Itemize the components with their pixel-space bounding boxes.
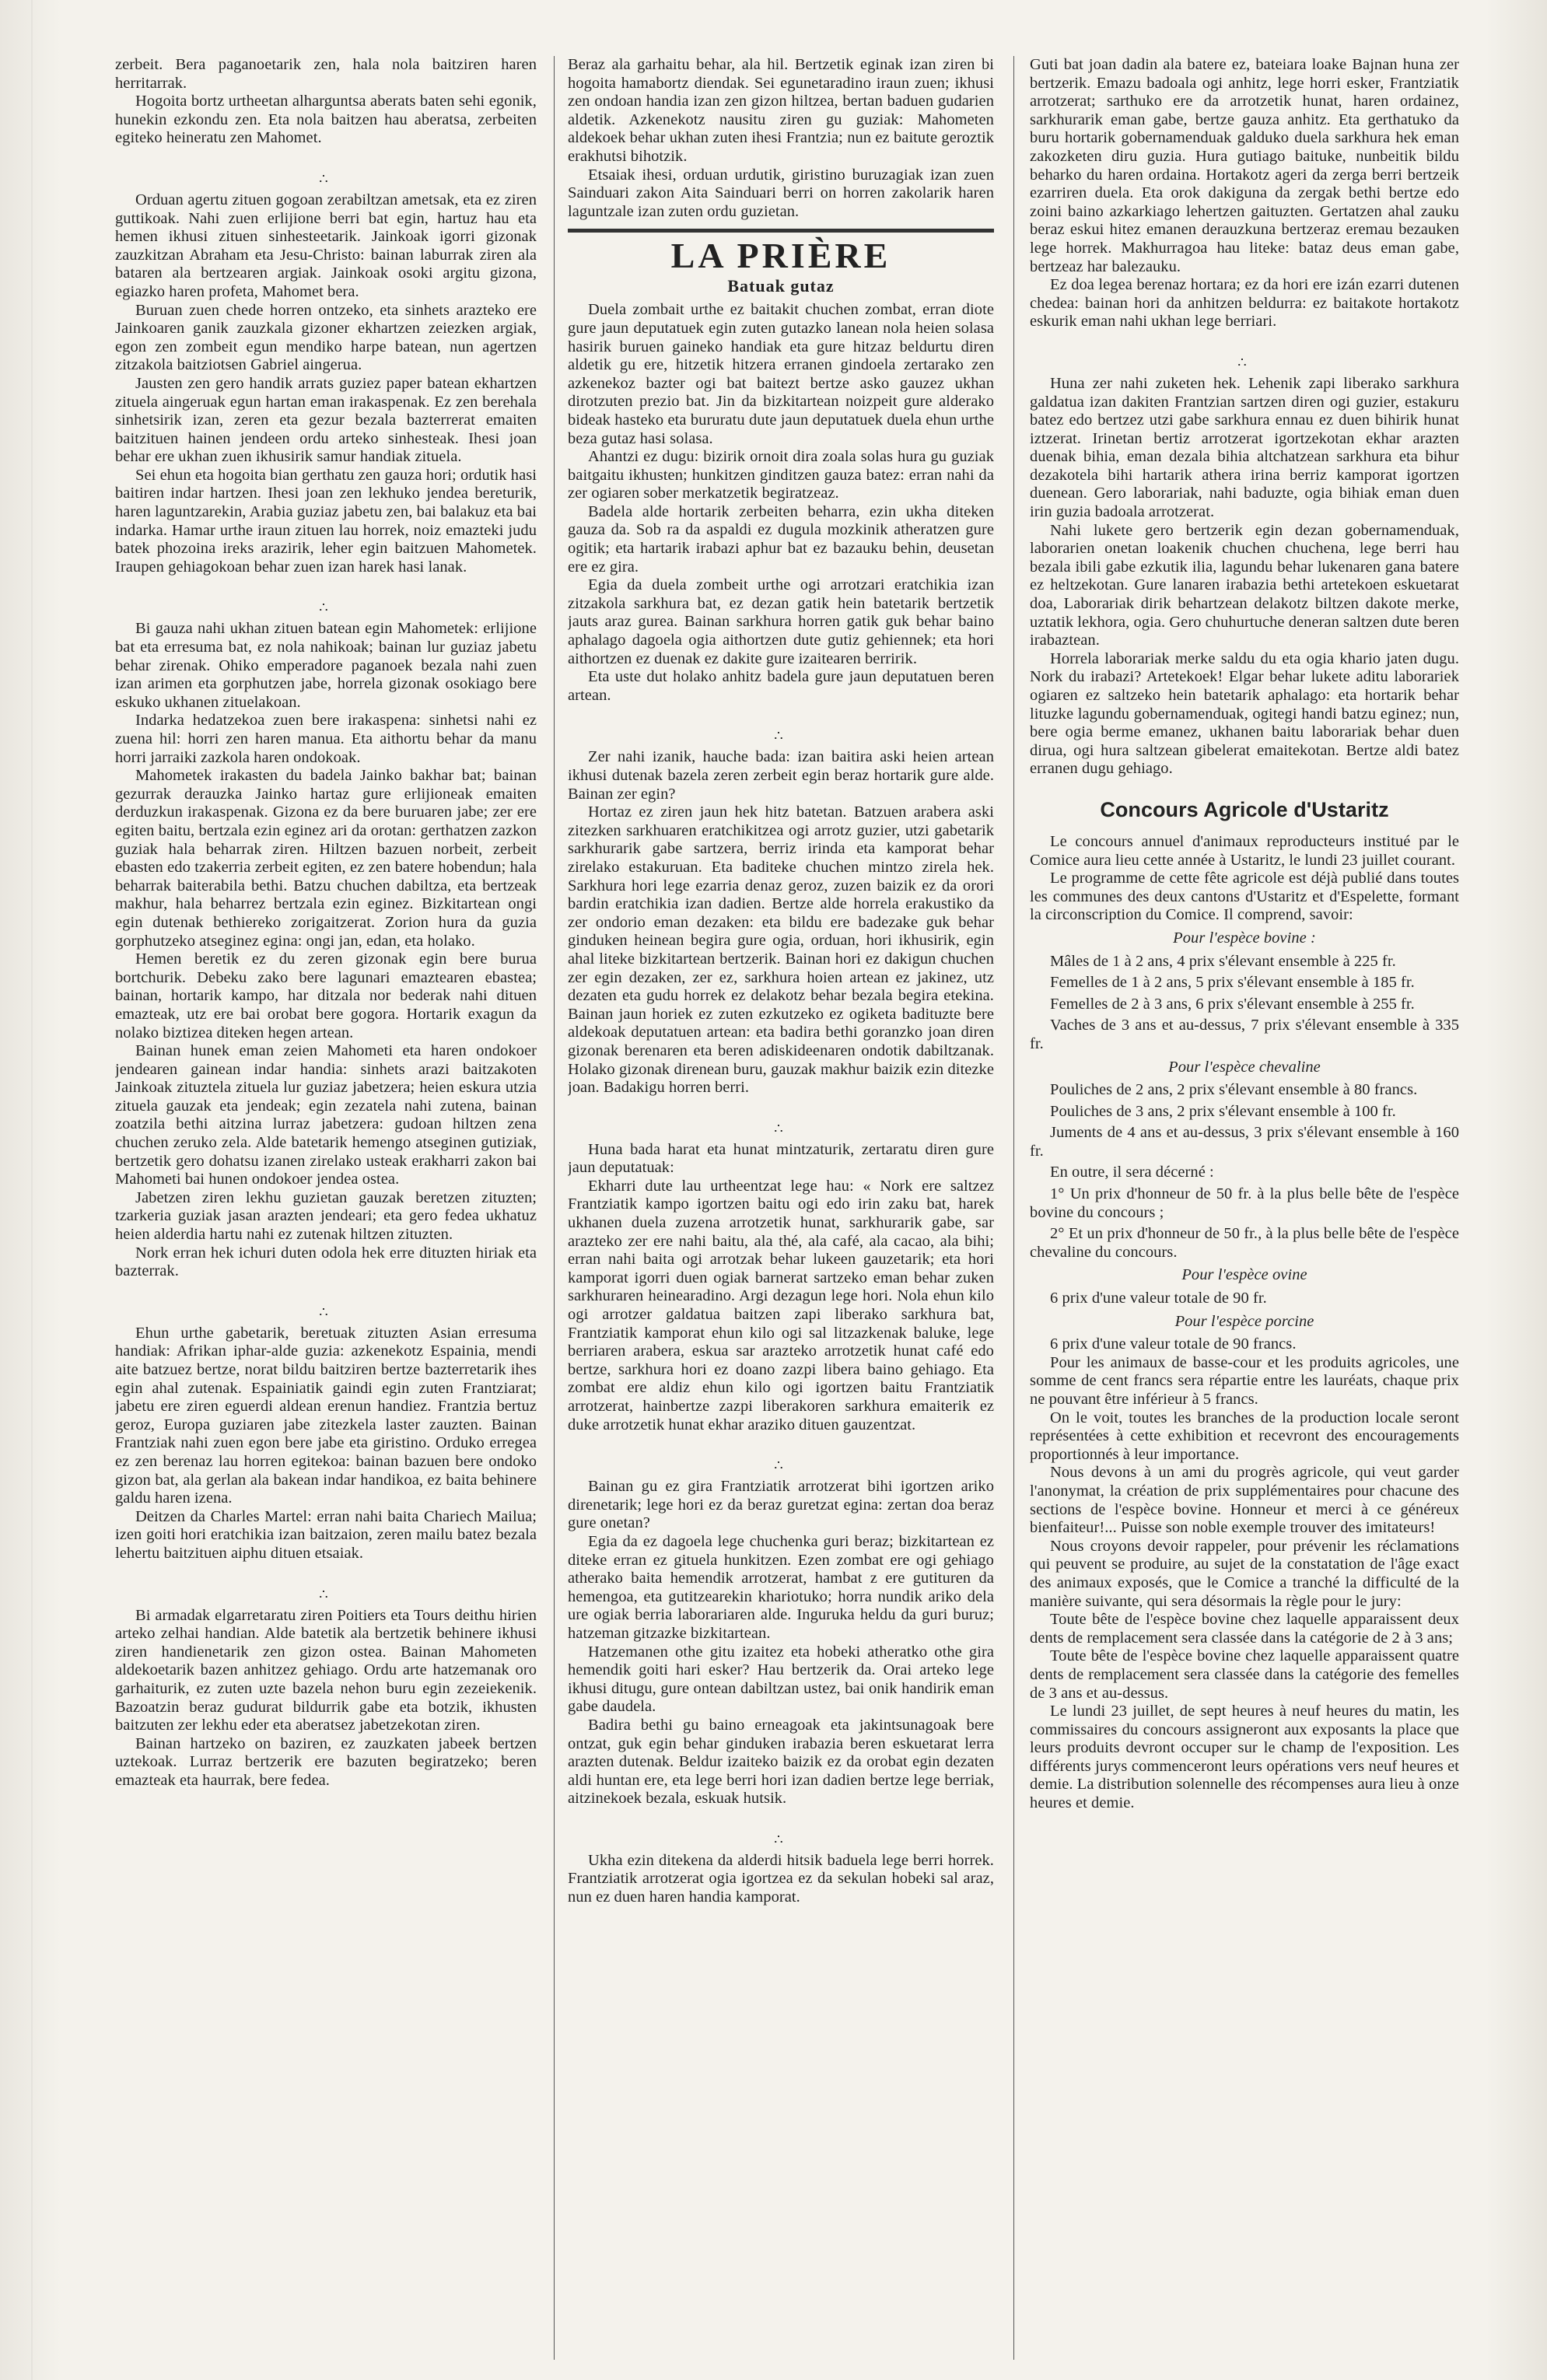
- column-rule: [554, 56, 555, 2360]
- chevaline-prize-line: Pouliches de 3 ans, 2 prix s'élevant ensemble à 100 fr.: [1050, 1102, 1396, 1120]
- article-paragraph: Toute bête de l'espèce bovine chez laquelle apparaissent quatre dents de remplacement sera classée dans la catégorie des femelles de 3 ans et au-dessus.: [1030, 1647, 1459, 1702]
- page-edge-shadow: [31, 0, 33, 2380]
- article-paragraph: Indarka hedatzekoa zuen bere irakaspena: sinhetsi nahi ez zuena hil: horri zen haren manua. Eta aithortu behar da manu horri jarraiki zazkola haren ondokoak.: [115, 712, 537, 766]
- ovine-heading: Pour l'espèce ovine: [1181, 1266, 1307, 1284]
- article-paragraph: Egia da ez dagoela lege chuchenka guri beraz; bizkitartean ez diteke erran ez gituela hunkitzen. Ezen zombat ere ogi gehiago atherako baita hemendik arrotzerat, hambat z ere gutituren da hemengoa, eta gutitzearekin khariotuko; horra nundik ariko dela ure ogiak berria laborariaren alde. Inguruka heldu da guri buruz; hatzeman gitzazke bizkitartean.: [568, 1532, 994, 1642]
- article-paragraph: Le programme de cette fête agricole est déjà publié dans toutes les communes des deux cantons d'Ustaritz et d'Espelette, formant la circonscription du Comice. Il comprend, savoir:: [1030, 870, 1459, 924]
- column-1: [115, 56, 537, 2358]
- chevaline-prizes: [1030, 1081, 1459, 1262]
- section-separator-icon: ∴: [1237, 354, 1251, 370]
- article-paragraph: Bi gauza nahi ukhan zituen batean egin Mahometek: erlijione bat eta erresuma bat, ez nola nahikoak; bainan lur guziaz jabetu behar zirenak. Ohiko emperadore paganoek bezala nahi zuen izan arimen eta gorphutzen jabe, horrela gizonak osokiago bere eskuko ukhanen zituelakoan.: [115, 620, 537, 711]
- article-paragraph: Sei ehun eta hogoita bian gerthatu zen gauza hori; ordutik hasi baitiren indar hartzen. Ihesi joan zen lekhuko jendea bereturik, haren laguntzarekin, Arabia guziaz jabetu zen, bai balakuz eta bai indarka. Hamar urthe iraun zituen lau horrek, noiz emazteki judu batek phozoina ireks arazirik, leher egin baitzuen Mahometek. Iraupen gehiagokoan behar zuen izan harek hasi lanak.: [115, 466, 537, 576]
- article-paragraph: Hemen beretik ez du zeren gizonak egin bere burua bortchurik. Debeku zako bere lagunari emaztearen ebastea; bainan, hortarik kampo, har ditzala nor bederak nahi dituen emazteak, utz ere bai orobat bere gogora. Hortarik exagun da nolako biztizea diteken hegen artean.: [115, 950, 537, 1041]
- article-paragraph: Nous devons à un ami du progrès agricole, qui veut garder l'anonymat, la création de prix supplémentaires pour chacune des sections de l'espèce bovine. Honneur et merci à ce généreux bienfaiteur!... Puisse son noble exemple trouver des imitateurs!: [1030, 1464, 1459, 1537]
- column-3: [1030, 56, 1459, 2358]
- section-separator-icon: ∴: [774, 728, 788, 744]
- article-paragraph: Etsaiak ihesi, orduan urdutik, giristino buruzagiak izan zuen Sainduari zakon Aita Sainduari berri on horren zakolarik haren laguntzale izan zuten ordu guzietan.: [568, 166, 994, 220]
- chevaline-prize-line: Juments de 4 ans et au-dessus, 3 prix s'élevant ensemble à 160 fr.: [1030, 1124, 1459, 1160]
- article-paragraph: Nous croyons devoir rappeler, pour prévenir les réclamations qui peuvent se produire, au sujet de la constatation de l'âge exact des animaux exposés, que le Comice a tranché la difficulté de la manière suivante, qui sera désormais la règle pour le jury:: [1030, 1537, 1459, 1610]
- section-separator-icon: ∴: [319, 1586, 333, 1602]
- article-paragraph: Ukha ezin ditekena da alderdi hitsik baduela lege berri horrek. Frantziatik arrotzerat ogia igortzea ez da sekulan hobeki sal araz, nun ez duen haren handia kamporat.: [568, 1851, 994, 1906]
- porcine-prize: 6 prix d'une valeur totale de 90 francs.: [1050, 1335, 1297, 1353]
- column-rule: [1013, 56, 1014, 2360]
- article-paragraph: Pour les animaux de basse-cour et les produits agricoles, une somme de cent francs sera répartie entre les lauréats, chaque prix ne pouvant être inférieur à 5 francs.: [1030, 1353, 1459, 1408]
- masthead-rule: [568, 229, 994, 233]
- article-paragraph: Jabetzen ziren lekhu guzietan gauzak beretzen zituzten; tzarkeria guziak jasan arazten jendeari; eta gero fedea ukhatuz heien alderdia hartu nahi ez zutenak hiltzen zituzten.: [115, 1188, 537, 1244]
- column-2: [568, 56, 994, 2358]
- article-paragraph: Orduan agertu zituen gogoan zerabiltzan ametsak, eta ez ziren guttikoak. Nahi zuen erlijione berri bat egin, hartuz hau eta hemen ikhusi zituen sinhesteetarik. Jainkoak igorri gizonak zauzkitzan Abraham eta Jesu-Christo: bainan laburrak ziren ala bataren ala bertzearen argiak. Jainkoak osoki argitu gizona, egiazko haren profeta, Mahomet bera.: [115, 191, 537, 300]
- article-paragraph: Huna bada harat eta hunat mintzaturik, zertaratu diren gure jaun deputatuak:: [568, 1140, 994, 1177]
- section-separator-icon: ∴: [319, 1304, 333, 1320]
- article-paragraph: Ez doa legea berenaz hortara; ez da hori ere izán ezarri dutenen chedea: bainan hori da anhitzen beldurra: ez baitakote hortakotz eskurik eman nahi ukhan lege berriari.: [1030, 276, 1459, 331]
- column-2-top-text: [568, 56, 994, 221]
- article-paragraph: Badela alde hortarik zerbeiten beharra, ezin ukha diteken gauza da. Sob ra da aspaldi ez dugula mozkinik atheratzen gure ogitik; eta hartarik irabazi aphur bat ez bazauku behin, deusetan ere ez gira.: [568, 502, 994, 576]
- bovine-prize-line: Femelles de 2 à 3 ans, 6 prix s'élevant ensemble à 255 fr.: [1050, 995, 1415, 1013]
- article-paragraph: Duela zombait urthe ez baitakit chuchen zombat, erran diote gure jaun deputatuek egin zuten gutazko lanean nola heien solasa hasirik buruen gaineko handiak eta gure hitzaz beldurtu diren aldetik gu ere, hitzetik hitzera erranen gindoela zertarako zen azkenekoz bazter ogi bat baitezt bertze asko gauzez ukhan dirotzuten prezio bat. Jin da bizkitartean noizpeit gure alderako bideak hasteko eta bururatu dute jaun deputatuek duela ehun urthe beza gutaz hasi solasa.: [568, 301, 994, 447]
- article-paragraph: Nahi lukete gero bertzerik egin dezan gobernamenduak, laborarien onetan loakenik chuchen chuchena, lege berri hau bezala ibili gabe ezkutik ilia, lagundu behar lukenaren gana batere ez heltzekotan. Gure lanaren irabazia bethi artetekoen eskuetarat doa, Laborariak dirik behartzean delakotz biltzen dakote merke, uztatik lekhora, ogia. Gero chuhurtuche deneran saltzen dute beren irabaztean.: [1030, 521, 1459, 649]
- article-paragraph: Ehun urthe gabetarik, beretuak zituzten Asian erresuma handiak: Afrikan iphar-alde guzia: azkenekotz Espainia, mendi aite batzuez bertze, norat bildu baitziren bertze bazterretarik ihes egin ahal zutenak. Espainiatik gaindi egin zuten Frantziarat; jabetu ere ziren eguerdi aldean erenun handiez. Frantzia bertuz geroz, Europa guziaren jabe zitezkela laster zauzten. Bainan Frantziak nahi zuen egon bere jabe eta giristino. Orduko erregea ez zen berenaz lau horren egitekoa: bainan bazuen bere ondoko gizon bat, ala gerlan ala bakean indar handikoa, ez baita behinere galdu haren izena.: [115, 1324, 537, 1507]
- bovine-prize-line: Vaches de 3 ans et au-dessus, 7 prix s'élevant ensemble à 335 fr.: [1030, 1017, 1459, 1052]
- chevaline-heading: Pour l'espèce chevaline: [1168, 1058, 1321, 1076]
- article-paragraph: Toute bête de l'espèce bovine chez laquelle apparaissent deux dents de remplacement sera classée dans la catégorie de 2 à 3 ans;: [1030, 1611, 1459, 1647]
- article-paragraph: Hatzemanen othe gitu izaitez eta hobeki atheratko othe gira hemendik goiti hari esker? Hau bertzerik da. Orai arteko lege ikhusi ditugu, gure ontean dabiltzan ustez, bai onik handirik eman gabe daudela.: [568, 1643, 994, 1716]
- concours-closing: [1030, 1354, 1459, 1813]
- section-subhead: Batuak gutaz: [727, 276, 835, 296]
- article-paragraph: Zer nahi izanik, hauche bada: izan baitira aski heien artean ikhusi dutenak bazela zeren zerbeit egin beraz hortarik gure alde. Bainan zer egin?: [568, 748, 994, 803]
- bovine-heading: Pour l'espèce bovine :: [1173, 929, 1316, 947]
- article-paragraph: Mahometek irakasten du badela Jainko bakhar bat; bainan gezurrak derauzka Jainko hartaz gure erlijioneak emaiten derduzkun irakaspenak. Gizona ez da bere buruaren jabe; zer ere egiten baitu, bertzala ezin eginez ari da orotan: gerthatzen zazkon guziak hala beharrak ziren. Hiltzen bazuen norbeit, zerbeit ebasten edo tzakerria zerbeit egiten, ez zen batere hobendun; hala beharrak baiterabila bethi. Batzu chuchen dabiltza, eta bertzeak makhur, hala beharrez bertzala ezin eginez. Bizkitartean ongi egin dutenak bethiereko zorigaitzerat. Zorion hura da guzia gorphutzeko atseginez egina: ongi jan, edan, eta holako.: [115, 767, 537, 950]
- chevaline-prize-line: 1° Un prix d'honneur de 50 fr. à la plus belle bête de l'espèce bovine du concours ;: [1030, 1185, 1459, 1221]
- chevaline-prize-line: En outre, il sera décerné :: [1050, 1164, 1214, 1181]
- bovine-prize-line: Mâles de 1 à 2 ans, 4 prix s'élevant ensemble à 225 fr.: [1050, 952, 1396, 970]
- section-separator-icon: ∴: [774, 1831, 788, 1847]
- section-separator-icon: ∴: [319, 170, 333, 187]
- chevaline-prize-line: 2° Et un prix d'honneur de 50 fr., à la plus belle bête de l'espèce chevaline du concours.: [1030, 1225, 1459, 1261]
- section-separator-icon: ∴: [774, 1120, 788, 1136]
- article-paragraph: Jausten zen gero handik arrats guziez paper batean ekhartzen zituela aingeruak egun hartan eman irakaspenak. Ez zen berehala sinhetsirik izan, zeren eta gezur bezala bazterrerat emaiten baitzituen hainen jendeen ordu arteko sinhesteak. Ihesi joan behar ere ukhan zuen ikhusirik samur handiak zituela.: [115, 374, 537, 466]
- article-paragraph: Badira bethi gu baino erneagoak eta jakintsunagoak bere ontzat, guk egin behar ginduken irabazia beren eskuetarat lerra arazten dutenak. Beldur izaiteko baizik ez da orobat egin dezaten aldi huntan ere, eta lege berri hori izan dadien bertze lege berriak, aitzinekoek bezala, eskuak hutsik.: [568, 1716, 994, 1808]
- article-paragraph: Nork erran hek ichuri duten odola hek erre dituzten hiriak eta bazterrak.: [115, 1244, 537, 1280]
- article-paragraph: Bainan hunek eman zeien Mahometi eta haren ondokoer jendearen gainean indar handia: sinhets arazi baitzakoten Jainkoak zituztela zituela lur guziaz jabetzera; heien eskura utzia zituela gauzak eta jendeak; egin zezatela nahi zutena, bainan zoatzila bethi aitzina lurraz jabetzera: gudoan hiltzen zena chuchen zeruko zela. Alde batetarik hemengo atseginen gutiziak, bertzetik gero dohatsu izanen zirelako usteak erakharri zakon bai Mahometi bai hunen ondokoer jendea ostea.: [115, 1042, 537, 1188]
- masthead-title: LA PRIÈRE: [670, 236, 891, 276]
- concours-title: Concours Agricole d'Ustaritz: [1100, 797, 1389, 821]
- article-paragraph: Eta uste dut holako anhitz badela gure jaun deputatuen beren artean.: [568, 668, 994, 704]
- section-separator-icon: ∴: [774, 1458, 788, 1474]
- article-paragraph: Bainan gu ez gira Frantziatik arrotzerat bihi igortzen ariko direnetarik; lege hori ez da beraz guretzat egina: zertan doa beraz gure onetan?: [568, 1478, 994, 1532]
- column-3-basque-text: [1030, 56, 1459, 779]
- article-paragraph: Guti bat joan dadin ala batere ez, bateiara loake Bajnan huna zer bertzerik. Emazu badoala ogi anhitz, lege horri esker, Frantziatik arrotzerat; sarthuko ere da arrotzetik hunat, haren ordainez, sarkhurarik eman gabe, bertze gauza anhitz. Eta gerthatuko da buru hortarik gobernamenduak galduko duela sarkhura hek eman zakozketen diru guzia. Hura gutiago baituke, nunbeitik bildu beharko du haren ordaina. Hortakotz ageri da zerga berri bertzeik ezarriren duela. Eta orok dakiguna da zergak bethi bertze edo zoini baino azkarkiago lehertzen gaituzten. Gertatzen ahal zauku beraz eskui hitez emanen derauzkuna bertzeraz eremau bezauken lege horrek. Makhurragoa hau liteke: bataz deus eman gabe, bertzeaz har balezauku.: [1030, 56, 1459, 275]
- section-separator-icon: ∴: [319, 600, 333, 616]
- article-paragraph: On le voit, toutes les branches de la production locale seront représentées à cette exhibition et recevront des encouragements proportionnés à leur importance.: [1030, 1409, 1459, 1463]
- article-paragraph: Bainan hartzeko on baziren, ez zauzkaten jabeek bertzen uztekoak. Lurraz bertzerik ere bazuten begiratzeko; beren emazteak eta haurrak, bere fedea.: [115, 1734, 537, 1789]
- bovine-prize-line: Femelles de 1 à 2 ans, 5 prix s'élevant ensemble à 185 fr.: [1050, 974, 1415, 992]
- bovine-prizes: [1030, 953, 1459, 1054]
- ovine-prize: 6 prix d'une valeur totale de 90 fr.: [1050, 1290, 1267, 1307]
- article-paragraph: Buruan zuen chede horren ontzeko, eta sinhets arazteko ere Jainkoaren ganik zauzkala gizoner ekhartzen zeiezken argiak, egon zen zombeit egun mendiko harpe batean, nun agertzen zitzakola baitziotsen Gabriel aingerua.: [115, 301, 537, 374]
- concours-intro: [1030, 833, 1459, 925]
- article-paragraph: Deitzen da Charles Martel: erran nahi baita Chariech Mailua; izen goiti hori eratchikia izan baitzaion, zeren mailu batez bezala lehertu baitzituen aiphu dituen etsaiak.: [115, 1507, 537, 1562]
- article-paragraph: Hogoita bortz urtheetan alharguntsa aberats baten sehi egonik, hunekin ezkondu zen. Eta nola baitzen hau aberatsa, zerbeiten egiteko heineratu zen Mahomet.: [115, 93, 537, 147]
- article-paragraph: Le lundi 23 juillet, de sept heures à neuf heures du matin, les commissaires du concours assigneront aux exposants la place que leurs produits devront occuper sur le champ de l'exposition. Les différents jurys commenceront leurs opérations vers neuf heures et demie. La distribution solennelle des récompenses aura lieu à onze heures et demie.: [1030, 1703, 1459, 1812]
- porcine-heading: Pour l'espèce porcine: [1174, 1312, 1314, 1330]
- article-paragraph: Ahantzi ez dugu: bizirik ornoit dira zoala solas hura gu guziak baitgaitu ikhusten; hunkitzen ginditzen gauza batez: erran nahi da zer ogiaren sober merkatzetik begiratzeaz.: [568, 448, 994, 502]
- article-paragraph: Bi armadak elgarretaratu ziren Poitiers eta Tours deithu hirien arteko zelhai handian. Alde batetik ala bertzetik behinere ikhusi ziren handienetarik zen gizon ostea. Bainan Mahometen aldekoetarik bazen anhitzez gehiago. Ordu arte hatzemanak oro garhaiturik, ez zuten uzte bazela nehon buru egin zezeiekenik. Bazoatzin beraz gudurat bildurrik gabe eta botzik, ikhusten baitzuten zer lekhu eder eta aberatsez jabetzekotan ziren.: [115, 1606, 537, 1734]
- article-paragraph: Huna zer nahi zuketen hek. Lehenik zapi liberako sarkhura galdatua izan dakiten Frantzian sartzen diren ogi guzier, estakuru batez edo bertzez utzi gabe sarkhura ennau ez duen bihirik hunat iztzerat. Irinetan bertiz arrotzerat igortzekotan ekhar arazten duenak bihia, eman dezala bihia altchatzean sarkhura eta bihur dezakotela bihi hartarik athera irina berriz kamporat igortzen duenean. Gero laborariak, nahi baduzte, ogia bihiak eman duen irin guzia badoala arrotzerat.: [1030, 374, 1459, 521]
- chevaline-prize-line: Pouliches de 2 ans, 2 prix s'élevant ensemble à 80 francs.: [1050, 1081, 1418, 1099]
- article-paragraph: Hortaz ez ziren jaun hek hitz batetan. Batzuen arabera aski zitezken sarkhuaren eratchikitzea ogi arrotz guzier, utzi gabetarik sarkhurarik gabe sartzera, berriz irinda eta kamporat behar zirelako estakuruan. Eta baditeke chuchen mintzo zirela hek. Sarkhura hori lege ezarria denaz geroz, zuzen baizik ez da orori bardin eratchikia izan dadien. Bertze alde horrela erakustiko da zer ondorio eman dezaken: eta bildu ere badezake guk behar ginduken heinean begira gure ogia, orduan, hori ikhusirik, egin ahal liteke bizkitartean bertzerik. Bainan hori ez dakigun chuchen zer egin dezaken, zer ez, sarkhura hoien artean ez jakinez, utz dezaten eta gudu horrek ez delakotz behar bezala begira etekina. Bainan jaun horiek ez zuten ezkutzeko ez ogiketa badituzte bere aldekoak deputatuen artean: eta badira bethi goranzko joan diren gizonak berenaren eta beren adiskideenaren ondotik dabiltzanak. Holako gizonak direnean buru, gauzak makhur baizik ezin ditezke joan. Badakigu horren berri.: [568, 803, 994, 1097]
- article-paragraph: Le concours annuel d'animaux reproducteurs institué par le Comice aura lieu cette année à Ustaritz, le lundi 23 juillet courant.: [1030, 832, 1459, 869]
- article-paragraph: Horrela laborariak merke saldu du eta ogia khario jaten dugu. Nork du irabazi? Artetekoek! Elgar behar lukete aditu laborariek ogiaren ez saltzeko hein batetarik aphalago: eta hortarik behar lituzke lagundu gobernamenduak, ogitegi handi batzu eginez; nun, bere ogia berme emanez, ukhanen baitu laborariak behar duen dirua, ogi hura saltzean gibelerat emaitekotan. Bertze aldi batez erranen dugu gehiago.: [1030, 649, 1459, 778]
- article-paragraph: Beraz ala garhaitu behar, ala hil. Bertzetik eginak izan ziren bi hogoita hamabortz diendak. Sei egunetaradino iraun zuen; ikhusi zen ondoan handia izan zen gizon hiltzea, bertan baduen gudarien aldetik. Azkenekotz nausitu ziren gu guziak: Mahometen aldekoek behar ukhan zuten ihesi Frantzia; nun ez baitute geroztik erakhutsi bihotzik.: [568, 56, 994, 165]
- column-2-body: [568, 301, 994, 1906]
- article-paragraph: Ekharri dute lau urtheentzat lege hau: « Nork ere saltzez Frantziatik kampo igortzen baitu ogi edo irin zaku bat, harek ukhanen duela zuzena arrotzetik hunat, sarkhurarik gabe, sar arazteko zer ere nahi baitu, ala thé, ala café, ala cacao, ala bihi; erran nahi baita ogi arrotzak behar lukeen gauzetarik; eta hori kamporat igorri duen ogiak barnerat sartzeko eman behar zuken sarkhuraren heinearadino. Argi dezagun lege hori. Nola ehun kilo ogi arrotzer galdatua baitzen zapi liberako sarkhura bat, Frantziatik kamporat ehun kilo ogi sal litzazkenak baluke, lege berriaren arabera, eskua sar arazteko arrotzetik hunat café edo bertze, sarkhura hori ez doano zazpi libera baino gehiago. Eta zombat ere aldiz ehun kilo ogi igortzen baitu Frantziatik arrotzerat, hainbertze zazpi liberakoren sarkhura emaiterik ez duke arrotzetik hunat ekhar araziko dituen gauzentzat.: [568, 1177, 994, 1433]
- article-paragraph: Egia da duela zombeit urthe ogi arrotzari eratchikia izan zitzakola sarkhura bat, ez dezan gatik hein batetarik bertzetik jauts araz gurea. Bainan sarkhura horren gatik guk behar baino aphalago dagoela ogia aithortzen dute gutiz gehiennek; eta hori aithortzen ez duenak ez dakite gure izaitearen berririk.: [568, 576, 994, 667]
- article-paragraph: zerbeit. Bera paganoetarik zen, hala nola baitziren haren herritarrak.: [115, 56, 537, 92]
